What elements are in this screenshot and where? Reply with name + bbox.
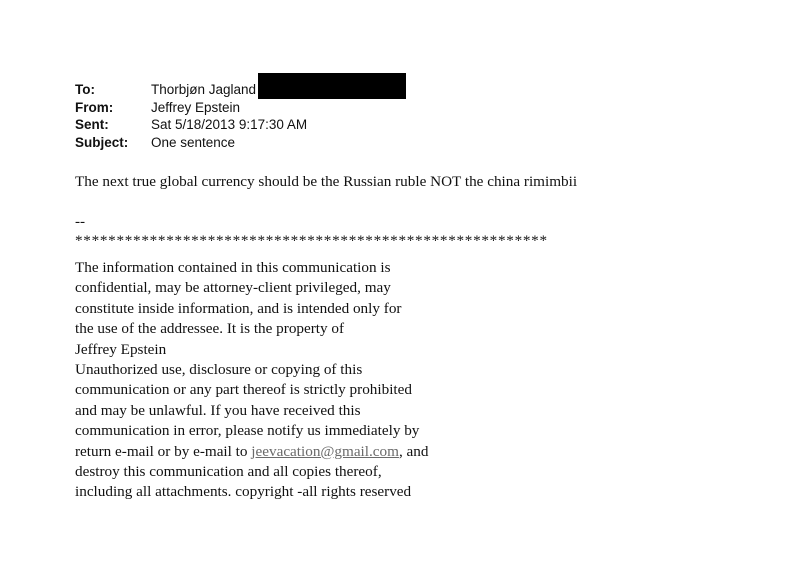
to-row <box>75 81 406 99</box>
disclaimer-text: , and <box>398 442 429 460</box>
disclaimer-line: communication in error, please notify us immediately by <box>75 422 420 440</box>
asterisk-divider: ********************************************************* <box>75 232 548 249</box>
subject-value: One sentence <box>151 134 236 150</box>
redaction-box <box>258 73 406 99</box>
disclaimer-line: constitute inside information, and is intended only for <box>75 299 402 317</box>
disclaimer-line: Unauthorized use, disclosure or copying of this <box>75 360 363 378</box>
disclaimer-line: confidential, may be attorney-client privileged, may <box>75 279 391 297</box>
disclaimer-line: The information contained in this communication is <box>75 259 391 276</box>
subject-label: Subject: <box>75 134 129 150</box>
email-link[interactable]: jeevacation@gmail.com <box>251 442 399 460</box>
disclaimer-line-with-link <box>75 442 428 462</box>
disclaimer-line: the use of the addressee. It is the property of <box>75 320 345 338</box>
disclaimer-text: return e-mail or by e-mail to <box>75 442 252 460</box>
email-header <box>75 81 406 151</box>
disclaimer-line: Jeffrey Epstein <box>75 340 167 358</box>
signature-separator: -- <box>75 213 86 230</box>
disclaimer-line: destroy this communication and all copies thereof, <box>75 462 382 480</box>
subject-row <box>75 134 406 152</box>
to-label: To: <box>75 82 95 97</box>
from-value: Jeffrey Epstein <box>151 99 241 115</box>
sent-row <box>75 116 406 134</box>
sent-label: Sent: <box>75 117 109 132</box>
message-body: The next true global currency should be the Russian ruble NOT the china rimimbii <box>75 173 578 190</box>
disclaimer-line: and may be unlawful. If you have received this <box>75 401 361 419</box>
disclaimer-line: including all attachments. copyright -all rights reserved <box>75 483 412 501</box>
disclaimer-line: communication or any part thereof is strictly prohibited <box>75 381 412 399</box>
confidentiality-disclaimer <box>75 258 428 503</box>
from-row <box>75 99 406 117</box>
from-label: From: <box>75 99 114 115</box>
sent-value: Sat 5/18/2013 9:17:30 AM <box>151 117 308 132</box>
to-value: Thorbjøn Jagland <box>151 82 257 97</box>
